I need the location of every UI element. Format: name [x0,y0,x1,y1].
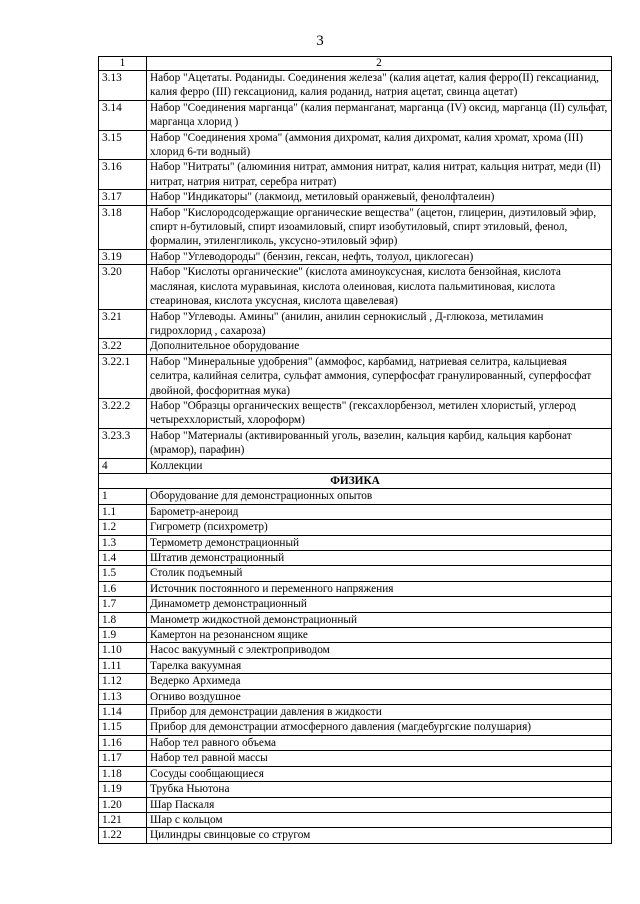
item-description: Сосуды сообщающиеся [147,766,612,781]
item-number: 1.11 [99,658,147,673]
item-number: 1.15 [99,720,147,735]
item-description: Шар Паскаля [147,797,612,812]
item-description: Огниво воздушное [147,689,612,704]
table-row [99,354,612,398]
table-row [99,612,612,627]
item-number: 3.15 [99,130,147,160]
item-number: 1.1 [99,504,147,519]
item-description: Набор "Соединения хрома" (аммония дихромат, калия дихромат, калия хромат, хрома (III) хлорид 6-ти водный) [147,130,612,160]
item-number: 4 [99,458,147,473]
item-number: 1.5 [99,566,147,581]
header-row [99,57,612,71]
equipment-table [98,56,612,844]
item-number: 3.16 [99,160,147,190]
item-number: 3.17 [99,190,147,205]
table-row [99,160,612,190]
item-number: 3.22.1 [99,354,147,398]
table-row [99,766,612,781]
item-number: 1.21 [99,812,147,827]
table-row [99,566,612,581]
item-number: 3.20 [99,265,147,309]
item-number: 3.23.3 [99,428,147,458]
item-number: 1.8 [99,612,147,627]
item-number: 3.21 [99,309,147,339]
item-description: Ведерко Архимеда [147,674,612,689]
item-description: Набор "Нитраты" (алюминия нитрат, аммония нитрат, калия нитрат, кальция нитрат, меди (II) нитрат, натрия нитрат, серебра нитрат) [147,160,612,190]
item-description: Набор тел равной массы [147,751,612,766]
item-description: Набор "Индикаторы" (лакмоид, метиловый оранжевый, фенолфталеин) [147,190,612,205]
item-description: Термометр демонстрационный [147,535,612,550]
item-description: Прибор для демонстрации атмосферного давления (магдебургские полушария) [147,720,612,735]
item-description: Прибор для демонстрации давления в жидкости [147,705,612,720]
header-col-1: 1 [99,57,147,71]
item-description: Шар с кольцом [147,812,612,827]
item-description: Насос вакуумный с электроприводом [147,643,612,658]
table-row [99,643,612,658]
table-row [99,535,612,550]
table-row [99,597,612,612]
item-description: Трубка Ньютона [147,782,612,797]
table-row [99,339,612,354]
item-number: 1.22 [99,828,147,843]
item-description: Столик подъемный [147,566,612,581]
item-number: 1.6 [99,581,147,596]
table-row [99,705,612,720]
item-description: Гигрометр (психрометр) [147,520,612,535]
item-description: Манометр жидкостной демонстрационный [147,612,612,627]
item-description: Барометр-анероид [147,504,612,519]
item-number: 3.22.2 [99,398,147,428]
table-row [99,489,612,504]
item-description: Набор "Минеральные удобрения" (аммофос, карбамид, натриевая селитра, кальциевая селитра, калийная селитра, сульфат аммония, суперфосфат гранулированный, суперфосфат двойной, фосфоритная мука) [147,354,612,398]
table-row [99,100,612,130]
item-number: 3.13 [99,71,147,101]
table-row [99,735,612,750]
item-number: 1.4 [99,551,147,566]
item-number: 1.3 [99,535,147,550]
table-row [99,190,612,205]
item-number: 1.10 [99,643,147,658]
item-number: 1.7 [99,597,147,612]
item-number: 3.14 [99,100,147,130]
table-row [99,751,612,766]
item-description: Штатив демонстрационный [147,551,612,566]
item-description: Набор "Ацетаты. Роданиды. Соединения железа" (калия ацетат, калия ферро(II) гексацианид, калия ферро (III) гексационид, калия роданид, натрия ацетат, свинца ацетат) [147,71,612,101]
item-number: 1.16 [99,735,147,750]
table-row [99,551,612,566]
table-body [99,57,612,844]
item-description: Цилиндры свинцовые со стругом [147,828,612,843]
item-number: 1.9 [99,628,147,643]
item-description: Набор тел равного объема [147,735,612,750]
table-row [99,309,612,339]
table-row [99,520,612,535]
table-row [99,658,612,673]
section-header-row [99,473,612,488]
item-description: Коллекции [147,458,612,473]
table-row [99,782,612,797]
item-number: 3.22 [99,339,147,354]
table-row [99,398,612,428]
table-row [99,130,612,160]
table-row [99,812,612,827]
item-description: Набор "Кислородсодержащие органические вещества" (ацетон, глицерин, диэтиловый эфир, спирт н-бутиловый, спирт изоамиловый, спирт изобутиловый, спирт этиловый, фенол, формалин, этиленгликоль, уксусно-этиловый эфир) [147,205,612,249]
item-number: 1.2 [99,520,147,535]
section-title: ФИЗИКА [99,473,612,488]
header-col-2: 2 [147,57,612,71]
item-description: Динамометр демонстрационный [147,597,612,612]
item-number: 1.13 [99,689,147,704]
table-row [99,265,612,309]
item-description: Набор "Образцы органических веществ" (гексахлорбензол, метилен хлористый, углерод четыреххлористый, хлороформ) [147,398,612,428]
table-row [99,674,612,689]
table-row [99,689,612,704]
item-number: 1 [99,489,147,504]
item-description: Источник постоянного и переменного напряжения [147,581,612,596]
table-row [99,458,612,473]
item-description: Оборудование для демонстрационных опытов [147,489,612,504]
item-number: 1.12 [99,674,147,689]
table-row [99,720,612,735]
table-row [99,581,612,596]
item-number: 1.18 [99,766,147,781]
item-number: 1.20 [99,797,147,812]
item-number: 3.19 [99,249,147,264]
item-description: Набор "Соединения марганца" (калия перманганат, марганца (IV) оксид, марганца (II) сульфат, марганца хлорид ) [147,100,612,130]
item-description: Набор "Углеводы. Амины" (анилин, анилин сернокислый , Д-глюкоза, метиламин гидрохлорид , сахароза) [147,309,612,339]
table-row [99,71,612,101]
table-row [99,504,612,519]
table-row [99,828,612,843]
item-description: Набор "Кислоты органические" (кислота аминоуксусная, кислота бензойная, кислота масляная, кислота муравьиная, кислота олеиновая, кислота пальмитиновая, кислота стеариновая, кислота уксусная, кислота щавелевая) [147,265,612,309]
item-description: Дополнительное оборудование [147,339,612,354]
item-number: 1.19 [99,782,147,797]
item-description: Камертон на резонансном ящике [147,628,612,643]
item-description: Тарелка вакуумная [147,658,612,673]
page-number: 3 [316,33,324,49]
item-number: 1.14 [99,705,147,720]
table-row [99,797,612,812]
table-row [99,249,612,264]
item-description: Набор "Материалы (активированный уголь, вазелин, кальция карбид, кальция карбонат (мрамор), парафин) [147,428,612,458]
item-number: 3.18 [99,205,147,249]
table-row [99,428,612,458]
item-description: Набор "Углеводороды" (бензин, гексан, нефть, толуол, циклогесан) [147,249,612,264]
table-row [99,205,612,249]
item-number: 1.17 [99,751,147,766]
table-row [99,628,612,643]
